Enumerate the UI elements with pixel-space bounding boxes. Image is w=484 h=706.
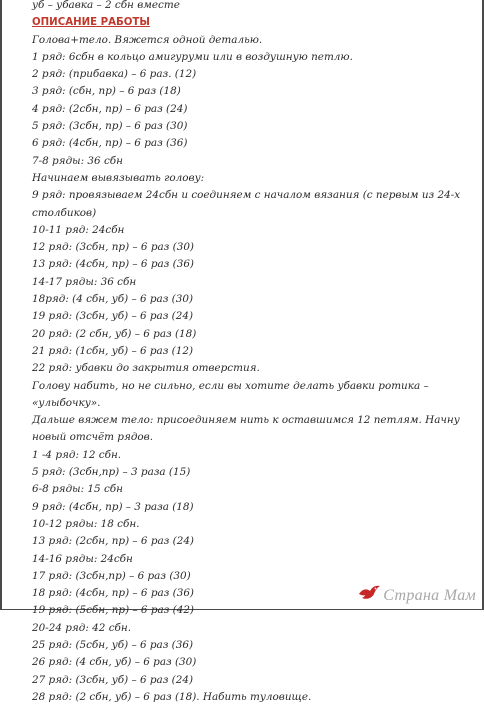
pattern-line: 10-11 ряд: 24сбн bbox=[32, 223, 125, 236]
watermark bbox=[356, 581, 476, 605]
pattern-line: 13 ряд: (4сбн, пр) – 6 раз (36) bbox=[32, 258, 194, 271]
pattern-line: Начинаем вывязывать голову: bbox=[32, 171, 205, 184]
pattern-line: 1 -4 ряд: 12 сбн. bbox=[32, 448, 122, 461]
pattern-line: Голову набить, но не сильно, если вы хотите делать убавки ротика – «улыбочку». bbox=[32, 379, 429, 409]
pattern-line: 1 ряд: 6сбн в кольцо амигуруми или в воздушную петлю. bbox=[32, 50, 353, 63]
pattern-line: 14-17 ряды: 36 сбн bbox=[32, 275, 137, 288]
pattern-line: 20-24 ряд: 42 сбн. bbox=[32, 621, 132, 634]
pattern-line: 17 ряд: (3сбн,пр) – 6 раз (30) bbox=[32, 569, 191, 582]
pattern-line: Голова+тело. Вяжется одной деталью. bbox=[32, 33, 263, 46]
pattern-line: 21 ряд: (1сбн, уб) – 6 раз (12) bbox=[32, 344, 194, 357]
pattern-line: 14-16 ряды: 24сбн bbox=[32, 552, 133, 565]
pattern-line: 7-8 ряды: 36 сбн bbox=[32, 154, 123, 167]
pattern-line: 9 ряд: провязываем 24сбн и соединяем с началом вязания (с первым из 24-х столбиков) bbox=[32, 189, 461, 219]
pattern-line: 18 ряд: (4сбн, пр) – 6 раз (36) bbox=[32, 587, 194, 600]
pattern-line: 4 ряд: (2сбн, пр) – 6 раз (24) bbox=[32, 102, 188, 115]
pattern-line: 22 ряд: убавки до закрытия отверстия. bbox=[32, 362, 260, 375]
pattern-line: 19 ряд: (5сбн, пр) – 6 раз (42) bbox=[32, 604, 194, 617]
pattern-line: 19 ряд: (3сбн, уб) – 6 раз (24) bbox=[32, 310, 194, 323]
pattern-line: 5 ряд: (3сбн,пр) – 3 раза (15) bbox=[32, 466, 191, 479]
pattern-line: 25 ряд: (5сбн, уб) – 6 раз (36) bbox=[32, 638, 194, 651]
watermark-text: Страна Мам bbox=[383, 587, 476, 604]
pattern-line: 26 ряд: (4 сбн, уб) – 6 раз (30) bbox=[32, 656, 197, 669]
pattern-line: 13 ряд: (2сбн, пр) – 6 раз (24) bbox=[32, 535, 194, 548]
section-heading: ОПИСАНИЕ РАБОТЫ bbox=[32, 17, 150, 29]
pattern-line: 27 ряд: (3сбн, уб) – 6 раз (24) bbox=[32, 673, 194, 686]
pattern-line: 6-8 ряды: 15 сбн bbox=[32, 483, 123, 496]
pattern-line: Дальше вяжем тело: присоединяем нить к оставшимся 12 петлям. Начну новый отсчёт рядов. bbox=[32, 414, 460, 444]
pattern-line: 2 ряд: (прибавка) – 6 раз. (12) bbox=[32, 68, 197, 81]
pattern-line: 18ряд: (4 сбн, уб) – 6 раз (30) bbox=[32, 293, 194, 306]
pattern-line: 5 ряд: (3сбн, пр) – 6 раз (30) bbox=[32, 120, 188, 133]
pattern-line: 3 ряд: (сбн, пр) – 6 раз (18) bbox=[32, 85, 181, 98]
pattern-line: 28 ряд: (2 сбн, уб) – 6 раз (18). Набить туловище. bbox=[32, 690, 312, 703]
pattern-line: 12 ряд: (3сбн, пр) – 6 раз (30) bbox=[32, 241, 194, 254]
bird-icon bbox=[356, 581, 382, 603]
top-line: уб – убавка – 2 сбн вместе bbox=[32, 0, 180, 11]
pattern-line: 20 ряд: (2 сбн, уб) – 6 раз (18) bbox=[32, 327, 197, 340]
pattern-line: 9 ряд: (4сбн, пр) – 3 раза (18) bbox=[32, 500, 194, 513]
pattern-line: 6 ряд: (4сбн, пр) – 6 раз (36) bbox=[32, 137, 188, 150]
pattern-line: 10-12 ряды: 18 сбн. bbox=[32, 517, 140, 530]
